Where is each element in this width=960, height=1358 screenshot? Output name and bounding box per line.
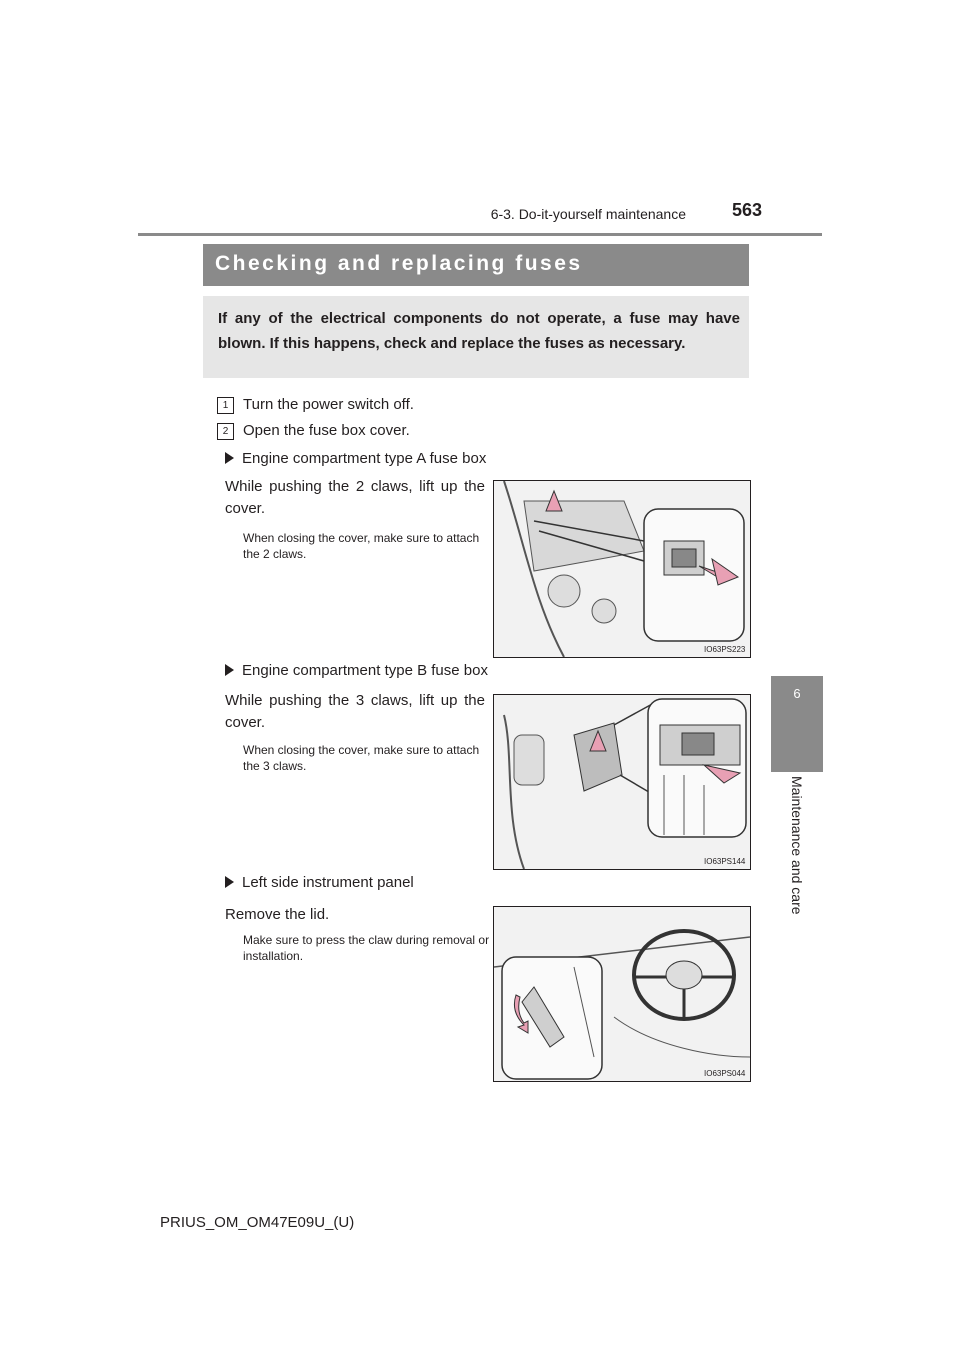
instrument-panel-drawing [494,907,750,1081]
step-text-2: Open the fuse box cover. [243,422,410,439]
step-number-2: 2 [217,423,234,440]
bullet-arrow-icon [225,452,234,464]
section-heading-a-text: Engine compartment type A fuse box [242,450,487,467]
intro-text: If any of the electrical components do not operate, a fuse may have blown. If this happens, check and replace the fuses as necessary. [218,310,740,352]
step-number-1: 1 [217,397,234,414]
header-rule [138,233,822,236]
page-number: 563 [731,200,762,220]
section-heading-c-text: Left side instrument panel [242,874,414,891]
fuse-box-a-drawing [494,481,750,657]
section-b-description: While pushing the 3 claws, lift up the cover. [225,692,485,731]
instrument-panel-illustration [493,906,751,1082]
bullet-arrow-icon [225,876,234,888]
fuse-box-a-illustration [493,480,751,658]
section-heading-b [225,662,488,679]
page-title: Checking and replacing fuses [215,252,583,275]
section-c-note: Make sure to press the claw during removal or installation. [243,933,490,963]
section-heading-c [225,874,414,891]
figure-code-b: IO63PS144 [704,857,746,866]
section-a-note: When closing the cover, make sure to attach the 2 claws. [243,531,480,561]
step-text-1: Turn the power switch off. [243,396,414,413]
bullet-arrow-icon [225,664,234,676]
chapter-label-wrap [771,776,823,986]
section-heading-b-text: Engine compartment type B fuse box [242,662,488,679]
fuse-box-b-drawing [494,695,750,869]
chapter-label: Maintenance and care [789,776,805,915]
section-heading-a [225,450,486,467]
section-c-description: Remove the lid. [225,906,330,923]
chapter-number: 6 [793,686,801,701]
fuse-box-b-illustration [493,694,751,870]
document-footer: PRIUS_OM_OM47E09U_(U) [160,1214,355,1231]
section-b-note: When closing the cover, make sure to attach the 3 claws. [243,743,480,773]
section-title: 6-3. Do-it-yourself maintenance [490,206,686,222]
figure-code-a: IO63PS223 [704,645,746,654]
section-a-description: While pushing the 2 claws, lift up the cover. [225,478,485,517]
figure-code-c: IO63PS044 [704,1069,746,1078]
